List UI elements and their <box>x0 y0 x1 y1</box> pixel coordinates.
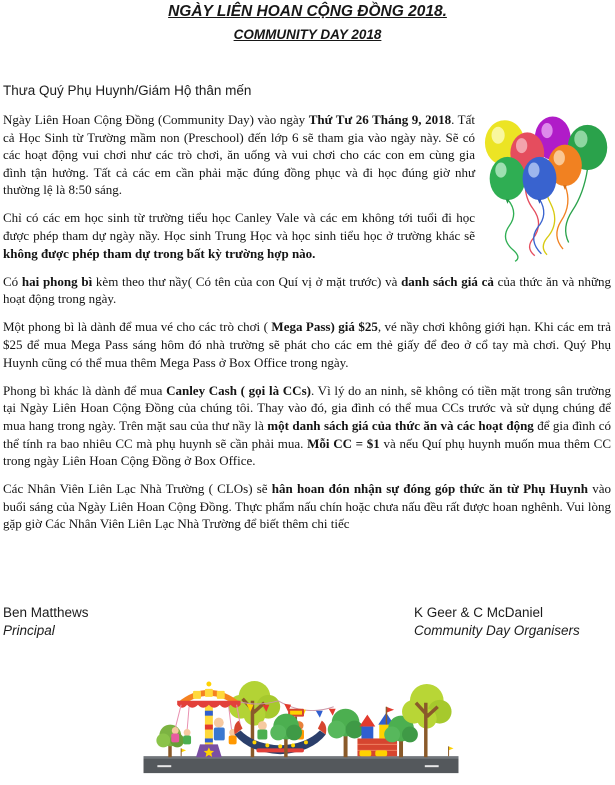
carnival-illustration <box>137 681 465 785</box>
balloons-icon <box>484 109 611 265</box>
signer-name: Ben Matthews <box>3 605 89 620</box>
letter-header <box>0 0 615 44</box>
letter-body <box>3 111 611 533</box>
signature-right <box>414 604 611 640</box>
signature-left <box>3 604 414 640</box>
signature-block <box>3 604 611 640</box>
signer-role: Principal <box>3 623 55 638</box>
balloons-illustration <box>484 109 611 265</box>
paragraph: Các Nhân Viên Liên Lạc Nhà Trường ( CLOs) sẽ hân hoan đón nhận sự đóng góp thức ăn từ Phụ Huynh vào buổi sáng của Ngày Liên Hoan Cộng Đồng. Thực phẩm nấu chín hoặc chưa nấu đều rất được hoan nghênh. Vui lòng gặp giờ Các Nhân Viên Liên Lạc Nhà Trường để biết thêm chi tiếc <box>3 481 611 532</box>
page-title: NGÀY LIÊN HOAN CỘNG ĐỒNG 2018. <box>168 3 447 20</box>
paragraph: Ngày Liên Hoan Cộng Đồng (Community Day) vào ngày Thứ Tư 26 Tháng 9, 2018. Tất cả Học Sinh từ Trường mầm non (Preschool) đến lớp 6 sẽ tham gia vào ngày này. Sẽ có các hoạt động vui chơi như các trò chơi, ăn uống và vui chơi cho các con em cùng gia đình tận hưởng. Tất cả các em cần phải mặc đúng đồng phục và đi học đúng giờ như thường lệ là 8:50 sáng. <box>3 112 475 198</box>
page-subtitle: COMMUNITY DAY 2018 <box>233 27 382 42</box>
signer-role: Community Day Organisers <box>414 623 580 638</box>
paragraph: Phong bì khác là dành để mua Canley Cash ( gọi là CCs). Vì lý do an ninh, sẽ không có tiền mặt trong sân trường tại Ngày Liên Hoan Cộng Đồng của chúng tôi. Thay vào đó, gia đình có thể mua CCs trước và sử dụng chúng để mua hang trong ngày. Trên mặt sau của thư nầy là một danh sách giá của thức ăn và các hoạt động để gia đình có thể tính ra bao nhiêu CC mà phụ huynh sẽ cần phải mua. Mỗi CC = $1 và nếu Quí phụ huynh muốn mua thêm CC trong ngày Liên Hoan Cộng Đồng ở Box Office. <box>3 382 612 469</box>
carnival-icon <box>137 681 465 785</box>
paragraph: Có hai phong bì kèm theo thư nầy( Có tên của con Quí vị ở mặt trước) và danh sách giá cả của thức ăn và những hoạt động trong ngày. <box>3 273 612 307</box>
signer-name: K Geer & C McDaniel <box>414 605 544 620</box>
paragraph: Một phong bì là dành để mua vé cho các trò chơi ( Mega Pass) giá $25, vé nầy chơi không giới hạn. Khi các em trả $25 để mua Mega Pass sáng hôm đó nhà trường sẽ phát cho các em thẻ giấy để đeo ở cổ tay mà chơi. Quý Phụ Huynh cũng có thể mua thêm Mega Pass ở Box Office trong ngày. <box>3 319 611 370</box>
greeting-line: Thưa Quý Phụ Huynh/Giám Hộ thân mến <box>3 83 252 98</box>
paragraph: Chỉ có các em học sinh từ trường tiểu học Canley Vale và các em không tới tuổi đi học được phép tham dự ngày nầy. Học sinh Trung Học và học sinh tiểu học ở trường khác sẽ không được phép tham dự trong bất kỳ trường hợp nào. <box>3 210 475 261</box>
